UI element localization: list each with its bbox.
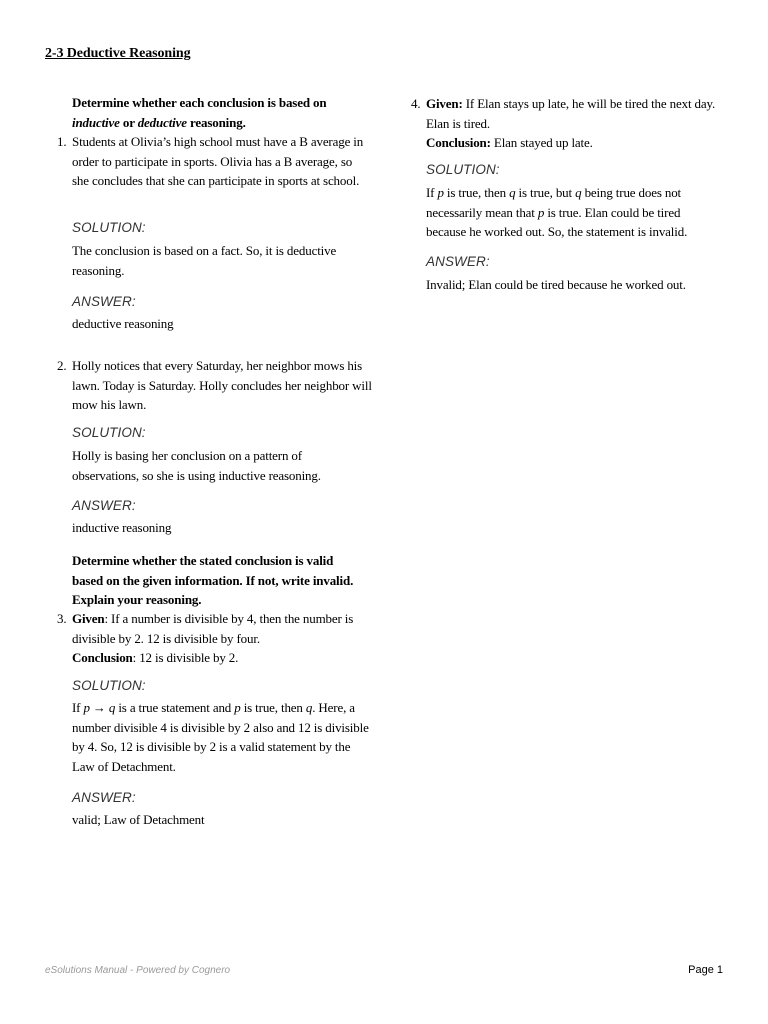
section1-instruction	[72, 93, 372, 132]
page-title: 2-3 Deductive Reasoning	[45, 46, 191, 61]
problem3-solution	[72, 698, 370, 776]
problem1-answer: deductive reasoning	[72, 316, 174, 331]
problem1-solution-label: SOLUTION:	[72, 220, 146, 235]
sol-text: is a true statement and	[115, 700, 235, 715]
deductive-term: deductive	[137, 114, 187, 130]
variable-p: p	[537, 204, 545, 220]
section2-instruction: Determine whether the stated conclusion is valid based on the given information. If not, write invalid. Explain your reasoning.	[72, 553, 354, 607]
problem3-conclusion-text: : 12 is divisible by 2.	[132, 650, 239, 665]
or-text: or	[119, 114, 138, 130]
problem4-conclusion-label: Conclusion:	[426, 135, 491, 150]
problem3-conclusion-label: Conclusion	[72, 650, 133, 665]
problem2-number: 2.	[57, 358, 67, 373]
problem3-answer-label: ANSWER:	[72, 790, 136, 805]
problem3-answer: valid; Law of Detachment	[72, 812, 205, 827]
problem4-answer-label: ANSWER:	[426, 254, 490, 269]
problem4-number: 4.	[411, 96, 421, 111]
sol-text: is true, then	[443, 185, 510, 200]
sol-text: . Here, a number divisible 4 is divisible by 2 also and 12 is divisible by 4. So, 12 is divisible by 2 is a valid statement by the Law of Detachment.	[72, 700, 369, 774]
inductive-term: inductive	[72, 114, 120, 130]
problem1-text: Students at Olivia’s high school must have a B average in order to participate in sports. Olivia has a B average, so she concludes that she can participate in sports at school.	[72, 134, 364, 188]
variable-q: q	[305, 700, 313, 715]
reasoning-text: reasoning.	[186, 114, 246, 130]
problem4-solution	[426, 183, 716, 242]
problem4-conclusion-text: Elan stayed up late.	[490, 135, 593, 150]
problem2-solution: Holly is basing her conclusion on a pattern of observations, so she is using inductive reasoning.	[72, 448, 321, 483]
sol-text: If	[72, 700, 84, 715]
variable-p: p	[83, 700, 90, 715]
problem4-given-text: If Elan stays up late, he will be tired the next day. Elan is tired.	[426, 96, 716, 131]
variable-q: q	[575, 185, 582, 200]
sol-text: is true, then	[240, 700, 306, 715]
variable-q: q	[509, 185, 516, 200]
variable-p: p	[437, 185, 444, 200]
problem1-answer-label: ANSWER:	[72, 294, 136, 309]
problem4-given	[426, 94, 726, 153]
section1-instruction-line1: Determine whether each conclusion is based on	[72, 95, 327, 110]
problem3-solution-label: SOLUTION:	[72, 678, 146, 693]
sol-text: is true. Elan could be tired because he worked out. So, the statement is invalid.	[426, 204, 688, 239]
sol-text: is true, but	[515, 185, 576, 200]
problem3-number: 3.	[57, 611, 67, 626]
problem2-text: Holly notices that every Saturday, her neighbor mows his lawn. Today is Saturday. Holly concludes her neighbor will mow his lawn.	[72, 358, 372, 412]
problem3-given	[72, 609, 370, 668]
problem4-answer: Invalid; Elan could be tired because he worked out.	[426, 277, 686, 292]
page-number: Page 1	[688, 964, 723, 976]
problem4-given-label: Given:	[426, 96, 463, 111]
problem3-given-text: : If a number is divisible by 4, then the number is divisible by 2. 12 is divisible by four.	[72, 611, 354, 646]
footer-brand: eSolutions Manual - Powered by Cognero	[45, 965, 231, 976]
arrow-symbol: →	[89, 700, 109, 715]
problem4-solution-label: SOLUTION:	[426, 162, 500, 177]
problem2-answer-label: ANSWER:	[72, 498, 136, 513]
problem2-solution-label: SOLUTION:	[72, 425, 146, 440]
variable-p: p	[234, 700, 241, 715]
problem3-given-label: Given	[72, 611, 105, 626]
sol-text: If	[426, 185, 438, 200]
problem2-answer: inductive reasoning	[72, 520, 172, 535]
sol-text: being true does not necessarily mean that	[426, 185, 682, 220]
problem1-solution: The conclusion is based on a fact. So, it is deductive reasoning.	[72, 243, 337, 278]
variable-q: q	[108, 700, 116, 715]
problem1-number: 1.	[57, 134, 67, 149]
